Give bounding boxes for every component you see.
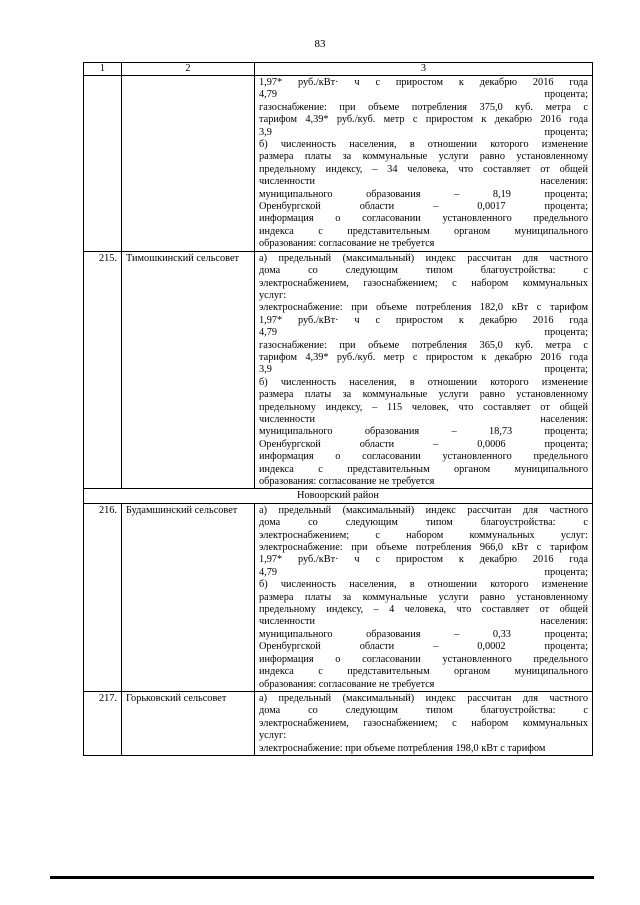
text-line: образования: согласование не требуется xyxy=(259,238,435,250)
text-line: размера платы за коммунальные услуги равно установленному xyxy=(259,151,588,163)
text-line: муниципального образования – 0,33 процента; xyxy=(259,628,588,640)
description-cell xyxy=(255,76,593,252)
text-line: электроснабжение: при объеме потребления 966,0 кВт с тарифом xyxy=(259,542,588,554)
text-line: Оренбургской области – 0,0002 процента; xyxy=(259,641,588,653)
page-number: 83 xyxy=(314,38,326,50)
description-cell xyxy=(255,691,593,755)
text-line: 4,79 процента; xyxy=(259,89,588,101)
column-header-1: 1 xyxy=(84,63,122,76)
text-line: услуг: xyxy=(259,289,287,301)
text-line: б) численность населения, в отношении которого изменение xyxy=(259,376,588,388)
text-line: б) численность населения, в отношении которого изменение xyxy=(259,139,588,151)
continuation-row xyxy=(84,76,593,252)
table-row xyxy=(84,251,593,489)
text-line: численности населения: xyxy=(259,616,588,628)
text-line: Оренбургской области – 0,0017 процента; xyxy=(259,201,588,213)
table-row xyxy=(84,691,593,755)
text-line: размера платы за коммунальные услуги равно установленному xyxy=(259,389,588,401)
text-line: электроснабжением; с набором коммунальных услуг: xyxy=(259,529,588,541)
text-line: б) численность населения, в отношении которого изменение xyxy=(259,579,588,591)
text-line: дома со следующим типом благоустройства: с xyxy=(259,705,588,717)
text-line: предельному индексу, – 115 человек, что составляет от общей xyxy=(259,401,588,413)
text-line: размера платы за коммунальные услуги равно установленному xyxy=(259,591,588,603)
text-line: численности населения: xyxy=(259,413,588,425)
text-line: дома со следующим типом благоустройства: с xyxy=(259,517,588,529)
table-row xyxy=(84,503,593,691)
text-line: а) предельный (максимальный) индекс рассчитан для частного xyxy=(259,692,588,704)
row-number: 215. xyxy=(84,251,122,489)
text-line: муниципального образования – 8,19 процента; xyxy=(259,188,588,200)
text-line: индекса с представительным органом муниципального xyxy=(259,225,588,237)
text-line: муниципального образования – 18,73 процента; xyxy=(259,426,588,438)
table-header-row xyxy=(84,63,593,76)
text-line: 4,79 процента; xyxy=(259,566,588,578)
text-line: дома со следующим типом благоустройства: с xyxy=(259,265,588,277)
text-line: электроснабжением, газоснабжением; с набором коммунальных xyxy=(259,277,588,289)
district-row xyxy=(84,489,593,503)
text-line: предельному индексу, – 4 человека, что составляет от общей xyxy=(259,604,588,616)
text-line: а) предельный (максимальный) индекс рассчитан для частного xyxy=(259,504,588,516)
description-cell xyxy=(255,251,593,489)
settlement-name: Горьковский сельсовет xyxy=(122,691,255,755)
text-line: образования: согласование не требуется xyxy=(259,678,435,690)
text-line: тарифом 4,39* руб./куб. метр с приростом к декабрю 2016 года xyxy=(259,351,588,363)
text-line: 3,9 процента; xyxy=(259,126,588,138)
settlement-name: Тимошкинский сельсовет xyxy=(122,251,255,489)
column-header-3: 3 xyxy=(255,63,593,76)
text-line: информация о согласовании установленного предельного xyxy=(259,451,588,463)
column-header-2: 2 xyxy=(122,63,255,76)
row-number: 216. xyxy=(84,503,122,691)
text-line: электроснабжение: при объеме потребления 182,0 кВт с тарифом xyxy=(259,302,588,314)
text-line: электроснабжением, газоснабжением; с набором коммунальных xyxy=(259,717,588,729)
text-line: тарифом 4,39* руб./куб. метр с приростом к декабрю 2016 года xyxy=(259,114,588,126)
text-line: Оренбургской области – 0,0006 процента; xyxy=(259,438,588,450)
text-line: образования: согласование не требуется xyxy=(259,476,435,487)
settlement-name: Будамшинский сельсовет xyxy=(122,503,255,691)
text-line: 3,9 процента; xyxy=(259,364,588,376)
text-line: 1,97* руб./кВт· ч с приростом к декабрю 2016 года xyxy=(259,554,588,566)
text-line: 4,79 процента; xyxy=(259,327,588,339)
row-number-cell xyxy=(84,76,122,252)
text-line: индекса с представительным органом муниципального xyxy=(259,463,588,475)
settlements-table xyxy=(83,62,593,756)
row-number: 217. xyxy=(84,691,122,755)
text-line: 1,97* руб./кВт· ч с приростом к декабрю 2016 года xyxy=(259,77,588,88)
text-line: численности населения: xyxy=(259,176,588,188)
text-line: электроснабжение: при объеме потребления 198,0 кВт с тарифом xyxy=(259,742,546,754)
text-line: предельному индексу, – 34 человека, что составляет от общей xyxy=(259,163,588,175)
text-line: информация о согласовании установленного предельного xyxy=(259,213,588,225)
text-line: индекса с представительным органом муниципального xyxy=(259,666,588,678)
text-line: газоснабжение: при объеме потребления 375,0 куб. метра с xyxy=(259,101,588,113)
description-cell xyxy=(255,503,593,691)
text-line: информация о согласовании установленного предельного xyxy=(259,653,588,665)
settlement-name-cell xyxy=(122,76,255,252)
text-line: а) предельный (максимальный) индекс рассчитан для частного xyxy=(259,252,588,264)
text-line: 1,97* руб./кВт· ч с приростом к декабрю 2016 года xyxy=(259,314,588,326)
text-line: услуг: xyxy=(259,730,287,742)
district-heading: Новоорский район xyxy=(84,489,593,503)
footer-rule xyxy=(50,876,594,879)
text-line: газоснабжение: при объеме потребления 365,0 куб. метра с xyxy=(259,339,588,351)
